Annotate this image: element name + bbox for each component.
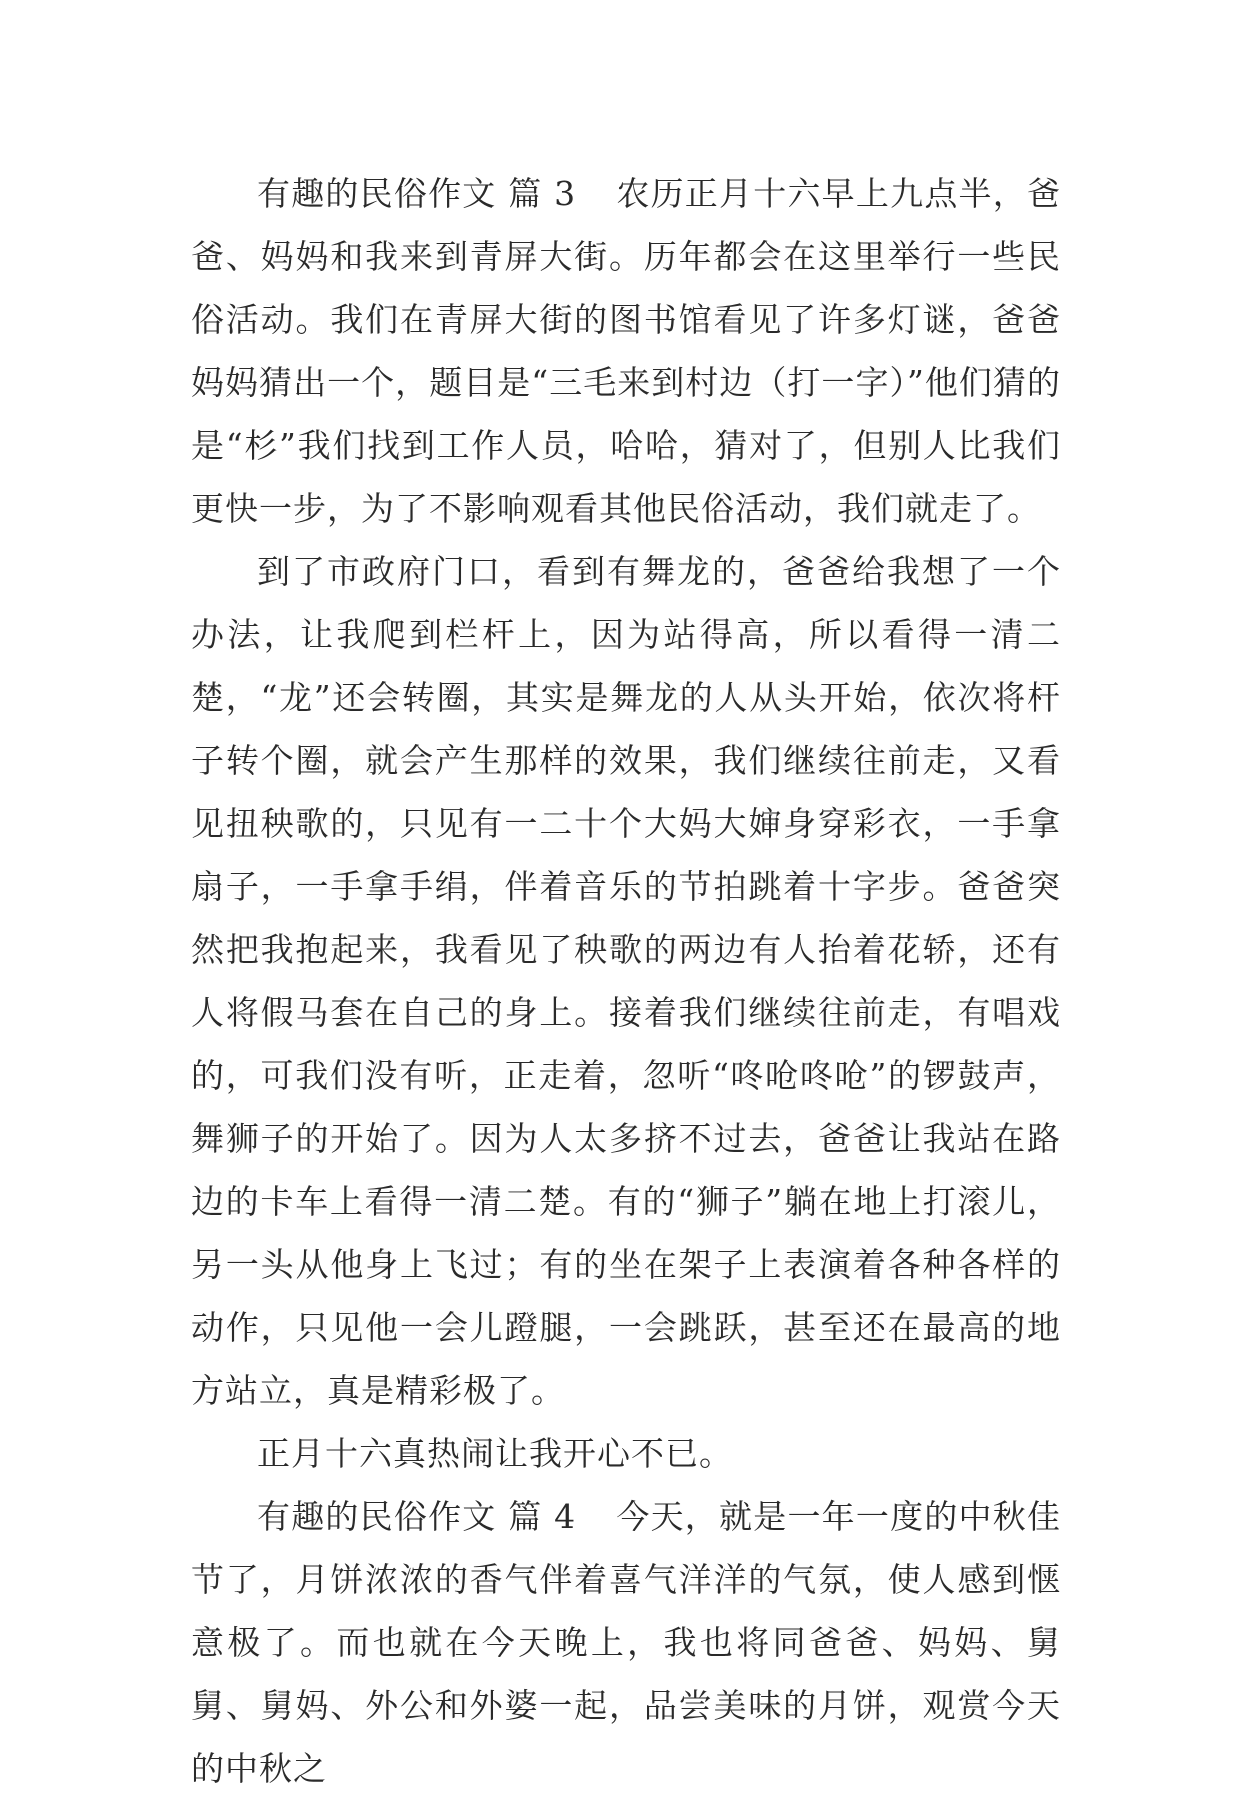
paragraph-text: 今天，就是一年一度的中秋佳节了，月饼浓浓的香气伴着喜气洋洋的气氛，使人感到惬意极了。而也就在今天晚上，我也将同爸爸、妈妈、舅舅、舅妈、外公和外婆一起，品尝美味的月饼，观赏今天的中秋之 [191,1497,1061,1788]
paragraph-essay-4-intro [191,1485,1061,1800]
essay-body [191,162,1061,1800]
essay-heading-3: 有趣的民俗作文 篇 3 [257,174,577,213]
paragraph-text: 正月十六真热闹让我开心不已。 [257,1434,733,1473]
paragraph-dragon-dance [191,540,1061,1422]
paragraph-essay-3-intro [191,162,1061,540]
essay-heading-4: 有趣的民俗作文 篇 4 [257,1497,577,1536]
paragraph-text: 到了市政府门口，看到有舞龙的，爸爸给我想了一个办法，让我爬到栏杆上，因为站得高，所以看得一清二楚，“龙”还会转圈，其实是舞龙的人从头开始，依次将杆子转个圈，就会产生那样的效果，我们继续往前走，又看见扭秧歌的，只见有一二十个大妈大婶身穿彩衣，一手拿扇子，一手拿手绢，伴着音乐的节拍跳着十字步。爸爸突然把我抱起来，我看见了秧歌的两边有人抬着花轿，还有人将假马套在自己的身上。接着我们继续往前走，有唱戏的，可我们没有听，正走着，忽听“咚呛咚呛”的锣鼓声，舞狮子的开始了。因为人太多挤不过去，爸爸让我站在路边的卡车上看得一清二楚。有的“狮子”躺在地上打滚儿，另一头从他身上飞过；有的坐在架子上表演着各种各样的动作，只见他一会儿蹬腿，一会跳跃，甚至还在最高的地方站立，真是精彩极了。 [191,552,1061,1410]
paragraph-text: 农历正月十六早上九点半，爸爸、妈妈和我来到青屏大街。历年都会在这里举行一些民俗活动。我们在青屏大街的图书馆看见了许多灯谜，爸爸妈妈猜出一个，题目是“三毛来到村边（打一字）”他们猜的是“杉”我们找到工作人员，哈哈，猜对了，但别人比我们更快一步，为了不影响观看其他民俗活动，我们就走了。 [191,174,1061,528]
paragraph-conclusion [191,1422,1061,1485]
